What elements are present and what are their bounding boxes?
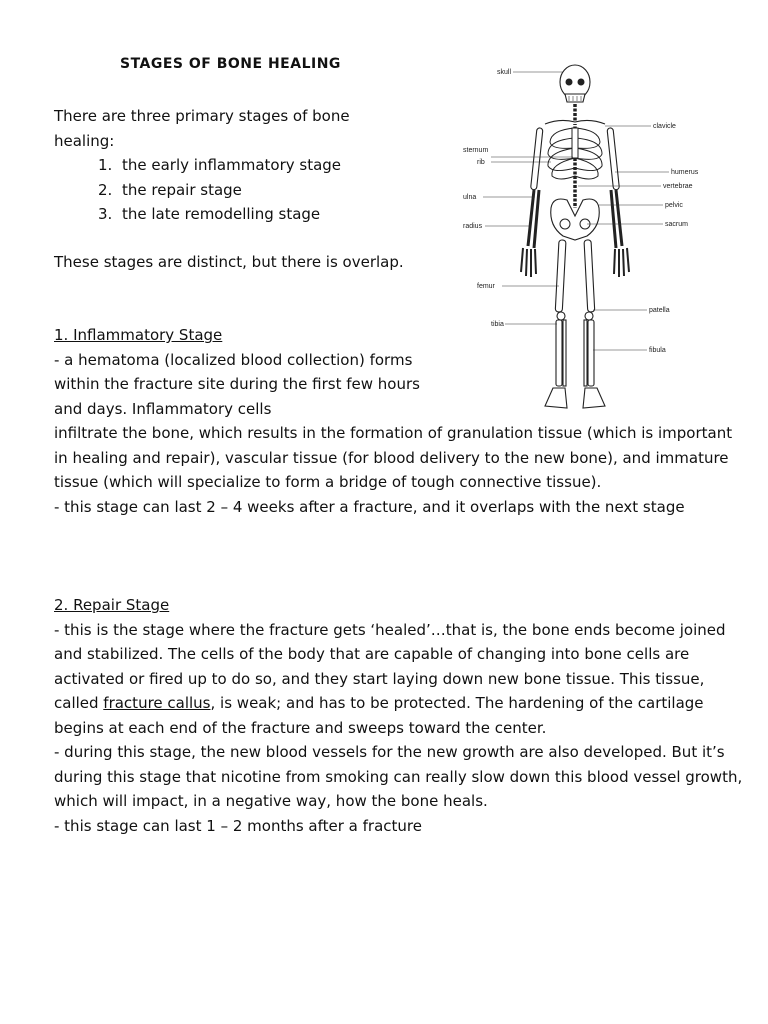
label-fibula: fibula — [649, 347, 666, 354]
repair-para1-text: - this is the stage where the fracture gets ‘healed’…that is, the bone ends become joined and stabilized. The cells of the body that are capable of changing into bone cells are activated or fired up to do so, and they start laying down new bone tissue. This tissue, called — [54, 620, 726, 712]
label-patella: patella — [649, 307, 670, 314]
label-vertebrae: vertebrae — [663, 183, 693, 190]
clavicle-bone — [545, 120, 605, 124]
skeleton-diagram — [455, 58, 725, 423]
repair-para2: - during this stage, the new blood vessels for the new growth are also developed. But it’s during this stage that nicotine from smoking can really slow down this blood vessel growth, which will impact, in a negative way, how the bone heals. — [54, 743, 743, 810]
overlap-paragraph: These stages are distinct, but there is overlap. — [54, 253, 404, 271]
rib-cage — [548, 128, 602, 179]
label-skull: skull — [497, 69, 512, 76]
repair-section — [54, 593, 744, 838]
inflammatory-section-top — [54, 323, 424, 421]
label-sacrum: sacrum — [665, 221, 688, 228]
label-tibia: tibia — [491, 321, 504, 328]
page-title: STAGES OF BONE HEALING — [120, 56, 341, 72]
stages-list — [54, 153, 414, 227]
label-femur: femur — [477, 283, 495, 290]
repair-para1-text-end: , is weak; and has to be protected. The hardening of the cartilage begins at each end of the fracture and sweeps toward the center. — [54, 694, 704, 737]
inflammatory-para2: - this stage can last 2 – 4 weeks after a fracture, and it overlaps with the next stage — [54, 497, 685, 516]
inflammatory-para1-narrow: - a hematoma (localized blood collection) forms within the fracture site during the first few hours and days. Inflammatory cells — [54, 350, 420, 418]
repair-heading: 2. Repair Stage — [54, 596, 170, 614]
list-number: 1. — [98, 156, 113, 174]
list-item — [54, 202, 414, 227]
repair-para1 — [54, 618, 744, 741]
list-item — [54, 178, 414, 203]
label-radius: radius — [463, 223, 483, 230]
label-humerus: humerus — [671, 169, 699, 176]
label-sternum: sternum — [463, 147, 489, 154]
label-rib: rib — [477, 159, 485, 166]
intro-block — [54, 104, 414, 227]
intro-lead: There are three primary stages of bone healing: — [54, 107, 350, 150]
list-text: the early inflammatory stage — [122, 156, 342, 174]
inflammatory-para1-wide: infiltrate the bone, which results in the formation of granulation tissue (which is important in healing and repair), vascular tissue (for blood delivery to the new bone), and immature tissue (which will specialize to form a bridge of tough connective tissue). — [54, 424, 733, 491]
skull-bone — [560, 65, 590, 102]
list-number: 2. — [98, 180, 113, 199]
label-ulna: ulna — [463, 194, 477, 201]
inflammatory-heading: 1. Inflammatory Stage — [54, 326, 223, 344]
label-pelvic: pelvic — [665, 202, 683, 209]
list-number: 3. — [98, 205, 113, 223]
list-text: the late remodelling stage — [122, 205, 321, 223]
list-text: the repair stage — [122, 180, 242, 199]
repair-para3: - this stage can last 1 – 2 months after a fracture — [54, 816, 422, 835]
fracture-callus-term: fracture callus — [103, 694, 211, 712]
inflammatory-section-bottom — [54, 421, 744, 519]
label-clavicle: clavicle — [653, 123, 676, 130]
list-item — [54, 153, 414, 178]
